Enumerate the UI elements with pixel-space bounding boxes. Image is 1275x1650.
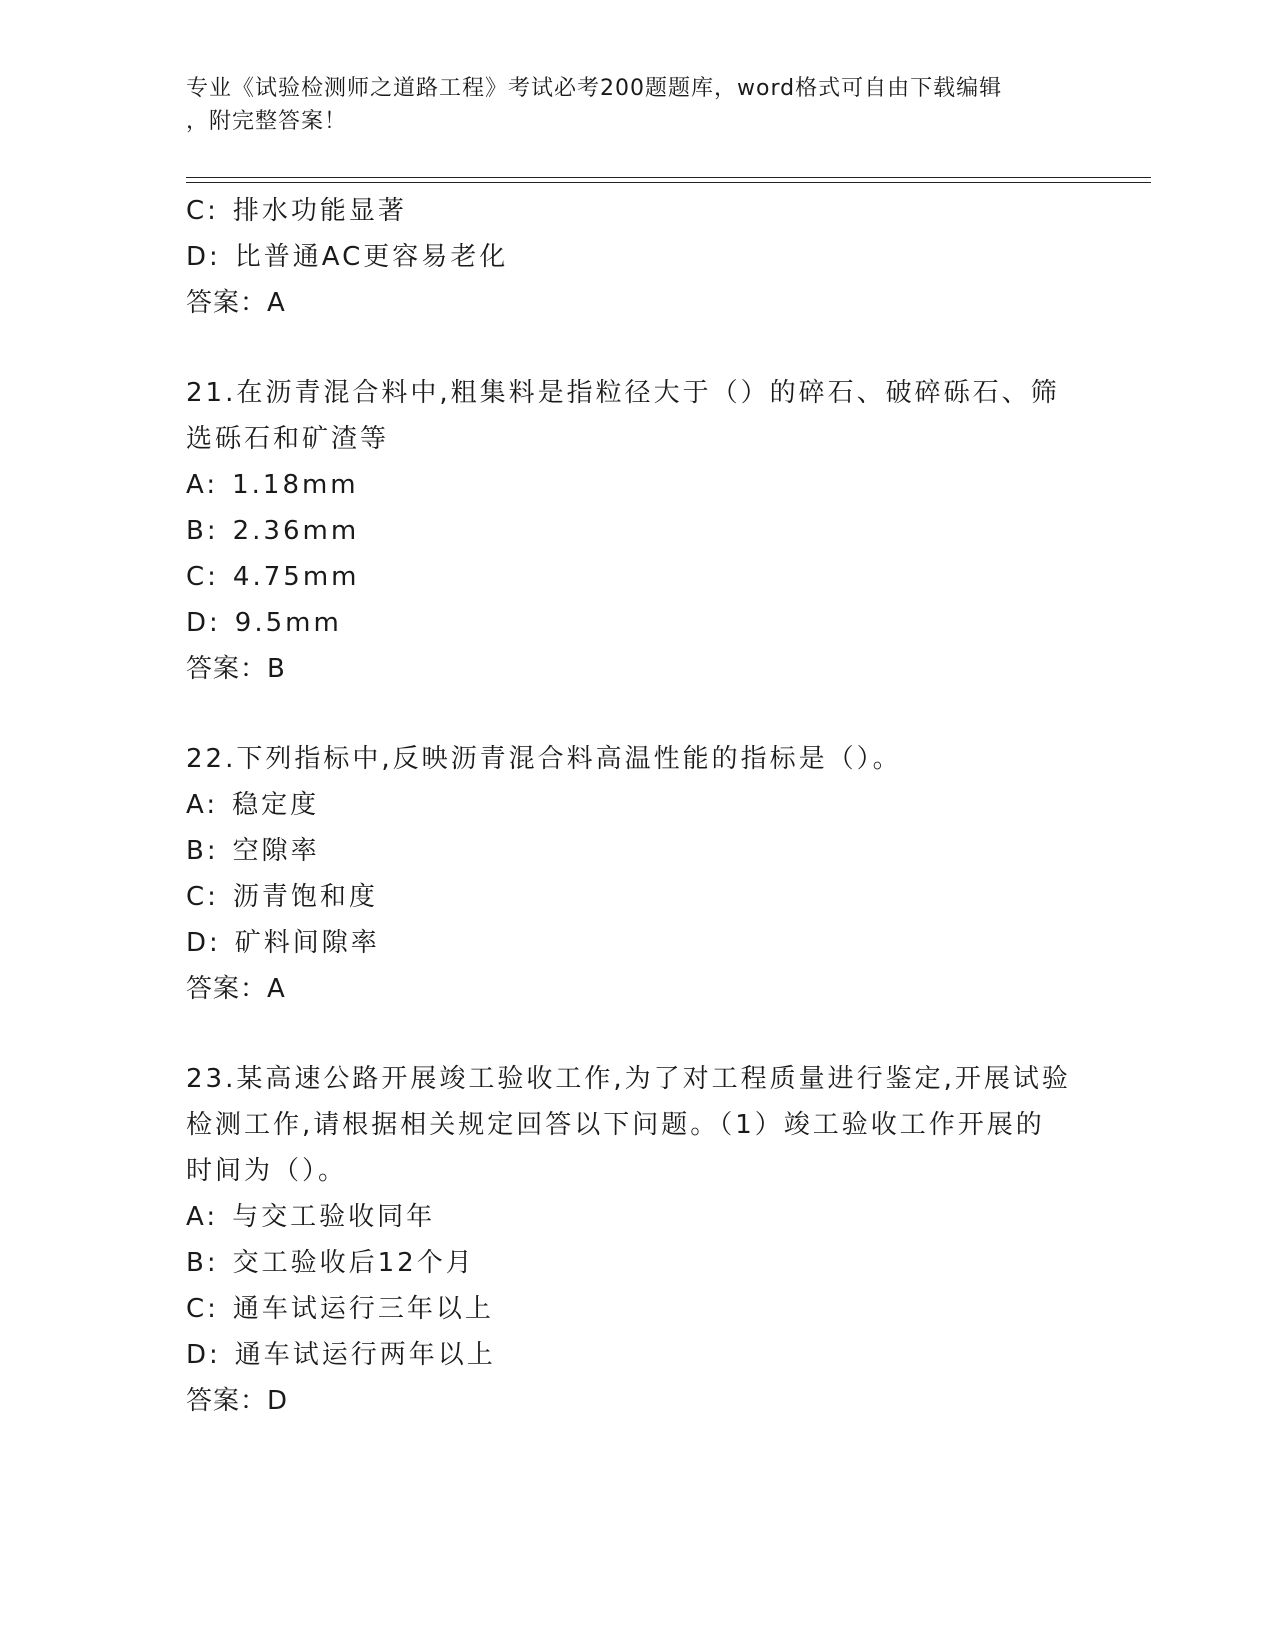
- option-text: 排水功能显著: [232, 196, 407, 226]
- option-label: A:: [186, 470, 219, 500]
- header-divider-bottom: [186, 182, 1151, 183]
- option-d: [186, 234, 1086, 280]
- option-c: [186, 188, 1086, 234]
- option-label: A:: [186, 790, 219, 820]
- option-text: 交工验收后12个月: [232, 1248, 475, 1278]
- option-text: 矿料间隙率: [234, 928, 380, 958]
- question-list: [186, 188, 1086, 1424]
- header-divider-top: [186, 177, 1151, 178]
- question-text-line: 选砾石和矿渣等: [186, 424, 390, 454]
- option-label: D:: [186, 242, 221, 272]
- option-c: [186, 554, 1086, 600]
- option-label: A:: [186, 1202, 219, 1232]
- header-title-line-2: ，附完整答案！: [186, 109, 348, 134]
- option-label: C:: [186, 1294, 219, 1324]
- option-b: [186, 508, 1086, 554]
- prev-question-tail: [186, 188, 1086, 326]
- option-text: 空隙率: [232, 836, 320, 866]
- option-d: [186, 1332, 1086, 1378]
- option-a: [186, 782, 1086, 828]
- option-b: [186, 828, 1086, 874]
- question-text-line: 22.下列指标中,反映沥青混合料高温性能的指标是（）。: [186, 744, 902, 774]
- option-text: 4.75mm: [232, 562, 360, 592]
- header-title-line-1: 专业《试验检测师之道路工程》考试必考200题题库，word格式可自由下载编辑: [186, 76, 1003, 101]
- answer-line: 答案：D: [186, 1386, 289, 1416]
- option-label: C:: [186, 196, 219, 226]
- option-label: B:: [186, 836, 219, 866]
- option-c: [186, 874, 1086, 920]
- option-text: 与交工验收同年: [232, 1202, 436, 1232]
- document-header: [186, 72, 1066, 138]
- answer-line: 答案：A: [186, 974, 286, 1004]
- option-label: D:: [186, 928, 221, 958]
- option-text: 比普通AC更容易老化: [234, 242, 509, 272]
- option-label: D:: [186, 1340, 221, 1370]
- option-text: 1.18mm: [232, 470, 359, 500]
- option-label: B:: [186, 516, 219, 546]
- option-d: [186, 600, 1086, 646]
- option-text: 2.36mm: [232, 516, 360, 546]
- option-text: 通车试运行两年以上: [234, 1340, 496, 1370]
- question-22: [186, 736, 1086, 1012]
- option-text: 稳定度: [232, 790, 320, 820]
- option-a: [186, 462, 1086, 508]
- option-a: [186, 1194, 1086, 1240]
- option-text: 沥青饱和度: [232, 882, 378, 912]
- question-text-line: 检测工作,请根据相关规定回答以下问题。（1）竣工验收工作开展的: [186, 1110, 1045, 1140]
- option-text: 9.5mm: [234, 608, 342, 638]
- question-text-line: 23.某高速公路开展竣工验收工作,为了对工程质量进行鉴定,开展试验: [186, 1064, 1071, 1094]
- option-label: D:: [186, 608, 221, 638]
- option-d: [186, 920, 1086, 966]
- option-label: B:: [186, 1248, 219, 1278]
- option-b: [186, 1240, 1086, 1286]
- question-text-line: 21.在沥青混合料中,粗集料是指粒径大于（）的碎石、破碎砾石、筛: [186, 378, 1060, 408]
- question-23: [186, 1056, 1086, 1424]
- question-21: [186, 370, 1086, 692]
- option-text: 通车试运行三年以上: [232, 1294, 494, 1324]
- option-label: C:: [186, 562, 219, 592]
- option-label: C:: [186, 882, 219, 912]
- question-text-line: 时间为（）。: [186, 1156, 348, 1186]
- answer-line: 答案：A: [186, 288, 286, 318]
- answer-line: 答案：B: [186, 654, 286, 684]
- option-c: [186, 1286, 1086, 1332]
